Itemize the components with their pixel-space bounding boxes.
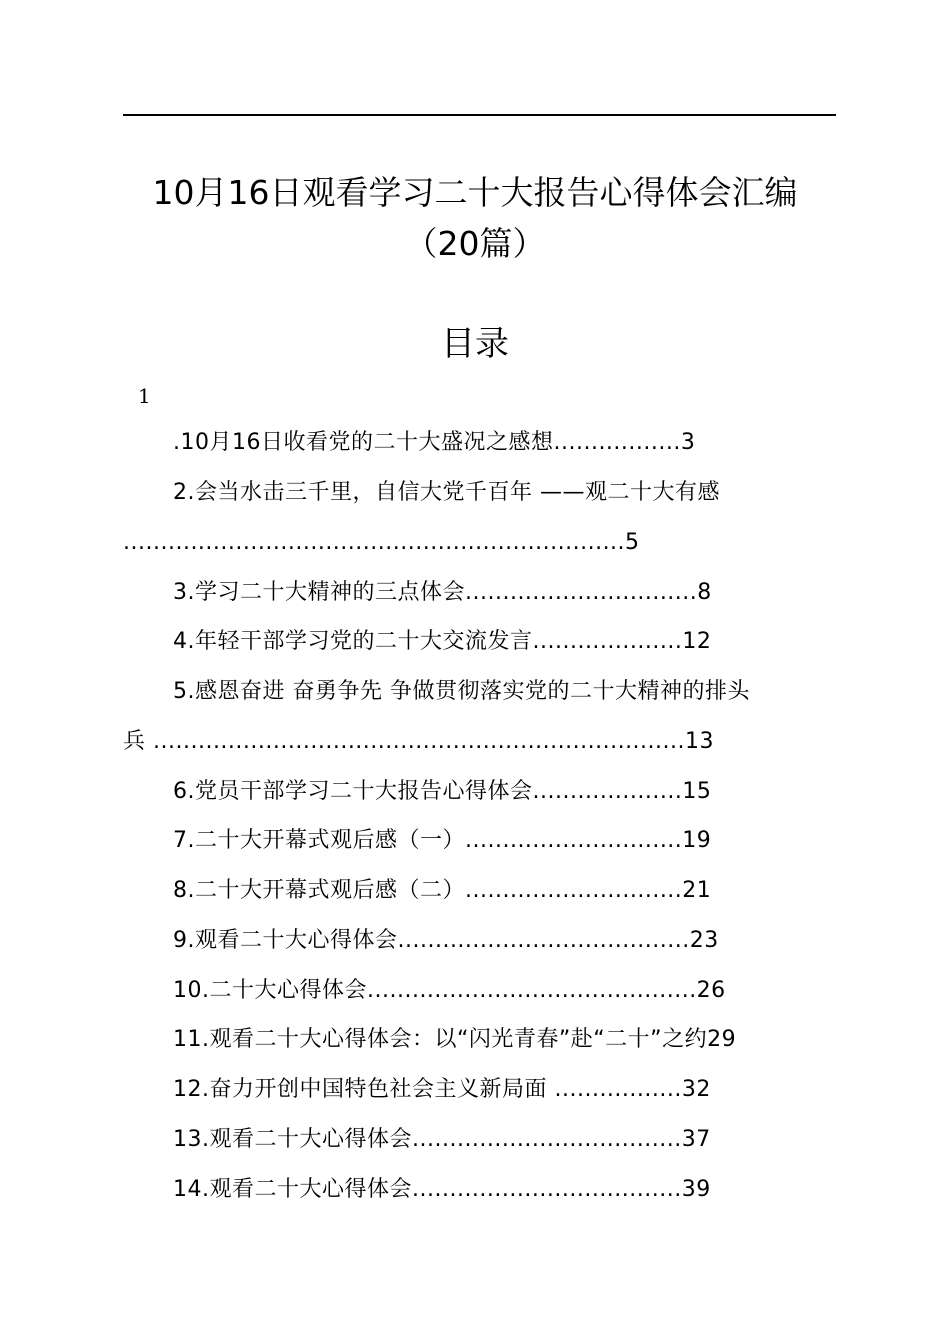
toc-entry-7[interactable]: 7.二十大开幕式观后感（一）.............................19 bbox=[173, 828, 712, 853]
toc-entry-3[interactable]: 3.学习二十大精神的三点体会...............................8 bbox=[173, 580, 712, 605]
toc-entry-11[interactable]: 11.观看二十大心得体会：以“闪光青春”赴“二十”之约29 bbox=[173, 1027, 737, 1052]
toc-entry-12[interactable]: 12.奋力开创中国特色社会主义新局面 .................32 bbox=[173, 1077, 711, 1102]
toc-entry-1[interactable]: .10月16日收看党的二十大盛况之感想.................3 bbox=[173, 430, 696, 455]
toc-entry-13[interactable]: 13.观看二十大心得体会....................................37 bbox=[173, 1127, 711, 1152]
toc-entry-8[interactable]: 8.二十大开幕式观后感（二）.............................21 bbox=[173, 878, 712, 903]
header-rule bbox=[123, 114, 836, 116]
toc-entry-10[interactable]: 10.二十大心得体会............................................26 bbox=[173, 978, 726, 1003]
toc-entry-4[interactable]: 4.年轻干部学习党的二十大交流发言....................12 bbox=[173, 629, 712, 654]
toc-entry-6[interactable]: 6.党员干部学习二十大报告心得体会....................15 bbox=[173, 779, 712, 804]
toc-entry-5[interactable]: 5.感恩奋进 奋勇争先 争做贯彻落实党的二十大精神的排头 bbox=[173, 679, 750, 704]
toc-entry-2[interactable]: 2.会当水击三千里，自信大党千百年 ——观二十大有感 bbox=[173, 480, 720, 505]
document-title-subtitle: （20篇） bbox=[404, 224, 546, 263]
document-title: 10月16日观看学习二十大报告心得体会汇编 bbox=[152, 173, 798, 212]
page-marker: 1 bbox=[138, 384, 151, 408]
toc-heading: 目录 bbox=[441, 324, 509, 364]
toc-entry-5-continuation[interactable]: 兵 .......................................................................13 bbox=[123, 729, 715, 754]
toc-entry-14[interactable]: 14.观看二十大心得体会....................................39 bbox=[173, 1177, 711, 1202]
toc-entry-9[interactable]: 9.观看二十大心得体会.......................................23 bbox=[173, 928, 719, 953]
toc-entry-2-continuation[interactable]: ...................................................................5 bbox=[123, 530, 640, 555]
